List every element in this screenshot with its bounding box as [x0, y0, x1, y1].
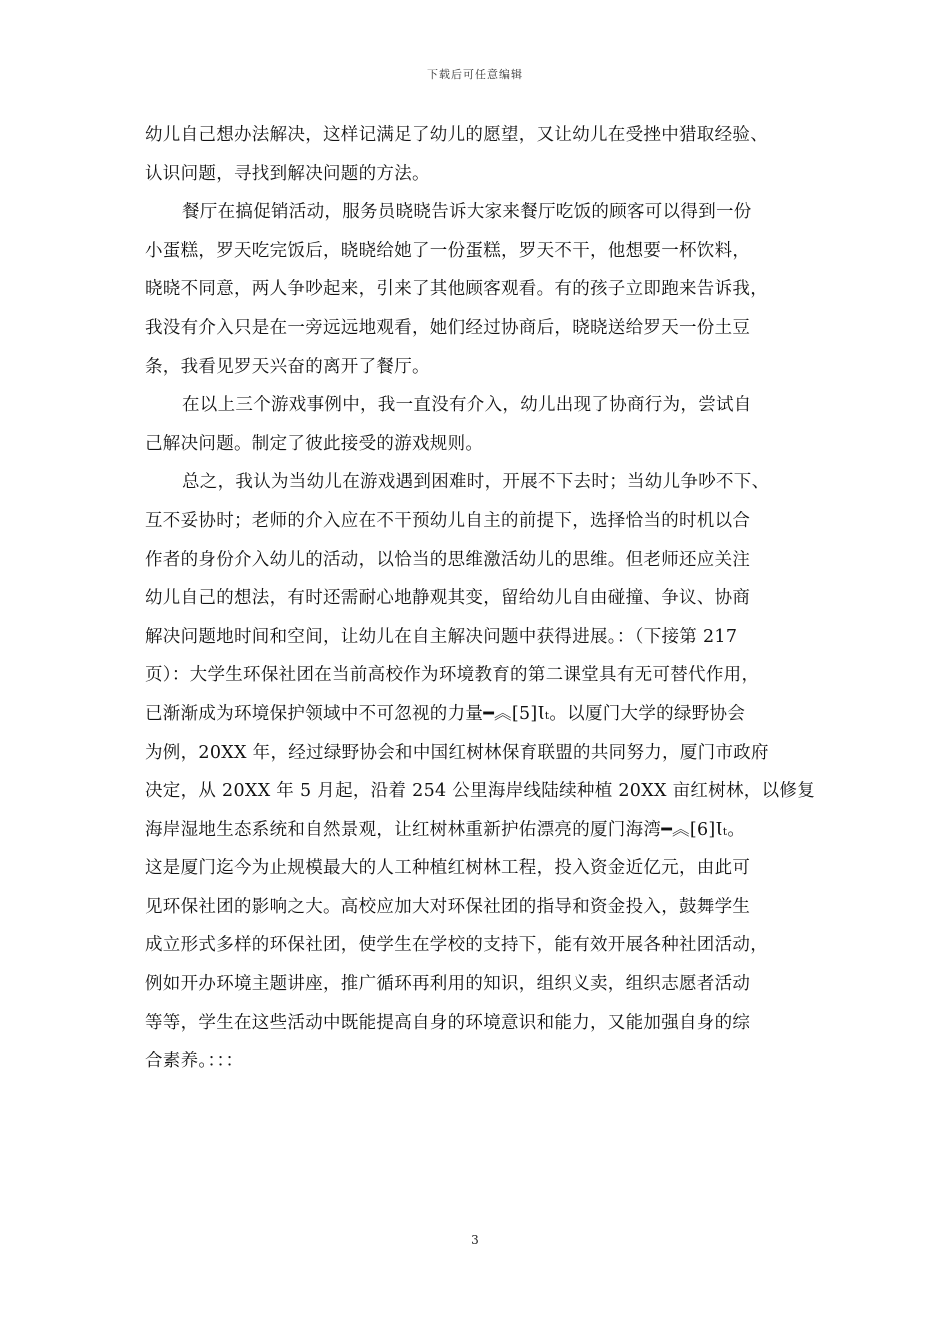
- paragraph-start-line: 在以上三个游戏事例中，我一直没有介入，幼儿出现了协商行为，尝试自: [182, 395, 752, 416]
- text-line: 见环保社团的影响之大。高校应加大对环保社团的指导和资金投入，鼓舞学生: [145, 896, 751, 917]
- text-line: 合素养。：：：: [145, 1051, 244, 1072]
- text-line: 已渐渐成为环境保护领域中不可忽视的力量━︽[5]Ɩₜ。以厦门大学的绿野协会: [145, 703, 746, 724]
- text-line: 解决问题地时间和空间，让幼儿在自主解决问题中获得进展。：（下接第 217: [145, 626, 738, 647]
- text-line: 决定，从 20XX 年 5 月起，沿着 254 公里海岸线陆续种植 20XX 亩红树林，以修复: [145, 781, 816, 802]
- paragraph-start-line: 总之，我认为当幼儿在游戏遇到困难时，开展不下去时；当幼儿争吵不下、: [182, 472, 770, 493]
- text-line: 成立形式多样的环保社团，使学生在学校的支持下，能有效开展各种社团活动，: [145, 935, 768, 956]
- text-line: 页）：大学生环保社团在当前高校作为环境教育的第二课堂具有无可替代作用，: [145, 665, 760, 686]
- text-line: 己解决问题。制定了彼此接受的游戏规则。: [145, 433, 484, 454]
- text-line: 海岸湿地生态系统和自然景观，让红树林重新护佑漂亮的厦门海湾━︽[6]Ɩₜ。: [145, 819, 746, 840]
- text-line: 作者的身份介入幼儿的活动，以恰当的思维激活幼儿的思维。但老师还应关注: [145, 549, 751, 570]
- text-line: 条，我看见罗天兴奋的离开了餐厅。: [145, 356, 430, 377]
- text-line: 等等，学生在这些活动中既能提高自身的环境意识和能力，又能加强自身的综: [145, 1012, 751, 1033]
- paragraph-start-line: 餐厅在搞促销活动，服务员晓晓告诉大家来餐厅吃饭的顾客可以得到一份: [182, 202, 752, 223]
- text-line: 幼儿自己想办法解决，这样记满足了幼儿的愿望，又让幼儿在受挫中猎取经验、: [145, 125, 768, 145]
- text-line: 幼儿自己的想法，有时还需耐心地静观其变，留给幼儿自由碰撞、争议、协商: [145, 588, 751, 609]
- page-header: 下载后可任意编辑: [427, 68, 523, 81]
- text-line: 认识问题，寻找到解决问题的方法。: [145, 163, 430, 184]
- page-number: 3: [471, 1233, 479, 1247]
- text-line: 为例，20XX 年，经过绿野协会和中国红树林保育联盟的共同努力，厦门市政府: [145, 742, 769, 763]
- text-line: 互不妥协时；老师的介入应在不干预幼儿自主的前提下，选择恰当的时机以合: [145, 510, 751, 531]
- document-body: [145, 116, 816, 1081]
- text-line: 小蛋糕，罗天吃完饭后，晓晓给她了一份蛋糕，罗天不干，他想要一杯饮料，: [145, 240, 751, 261]
- text-line: 例如开办环境主题讲座，推广循环再利用的知识，组织义卖，组织志愿者活动: [145, 974, 751, 995]
- text-line: 这是厦门迄今为止规模最大的人工种植红树林工程，投入资金近亿元，由此可: [145, 858, 751, 879]
- text-line: 晓晓不同意，两人争吵起来，引来了其他顾客观看。有的孩子立即跑来告诉我，: [145, 279, 768, 300]
- text-line: 我没有介入只是在一旁远远地观看，她们经过协商后，晓晓送给罗天一份土豆: [145, 317, 751, 338]
